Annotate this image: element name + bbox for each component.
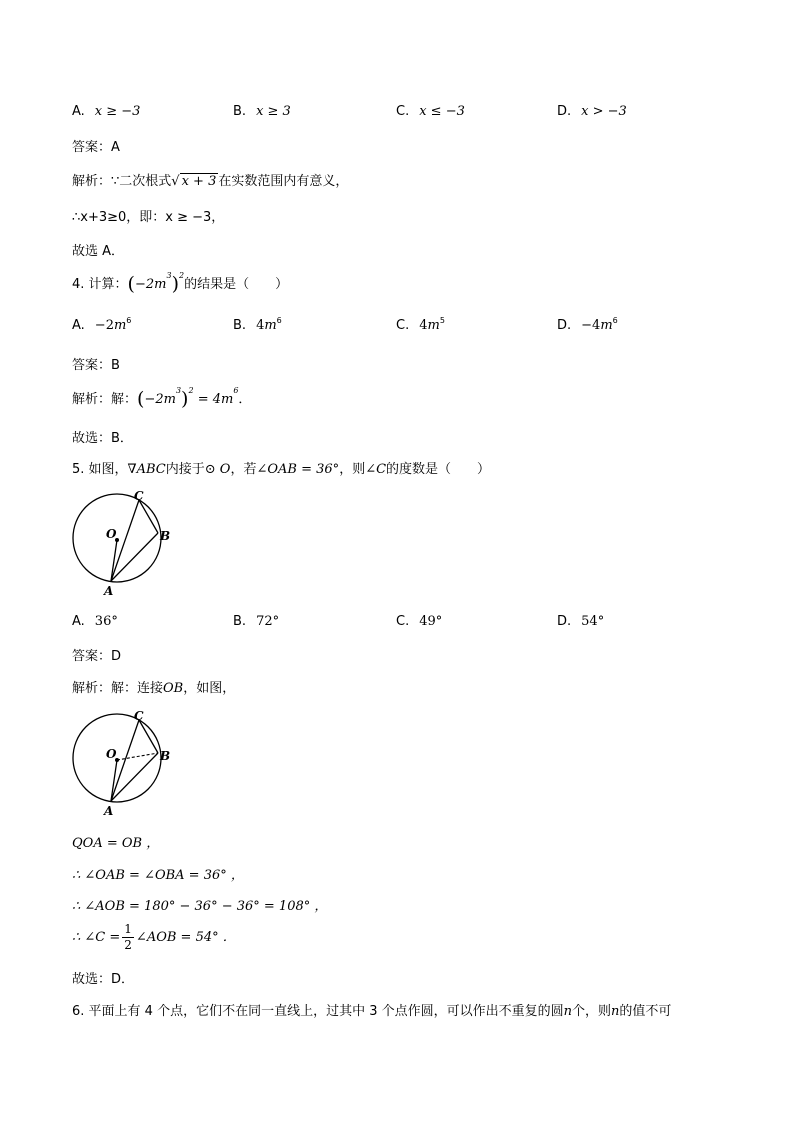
label-o: O [106, 747, 117, 761]
q5-step1: QOA = OB ， [72, 836, 160, 851]
q4-answer: 答案：B [72, 358, 120, 373]
q5-step3: ∴ ∠AOB = 180° − 36° − 36° = 108° ， [72, 899, 328, 914]
q5-option-b: B. 72° [233, 614, 280, 629]
q4-option-d: D. $-4m^6$ [557, 316, 618, 333]
q6-stem: 6. 平面上有 4 个点，它们不在同一直线上，过其中 3 个点作圆，可以作出不重复的圆n个，则n的值不可 [72, 1004, 672, 1019]
q3-option-c: C. x ≤ −3 [396, 104, 465, 119]
q5-step4: ∴ ∠C = $\frac{1}{2}$ ∠AOB = 54° ． [72, 922, 236, 952]
label-b: B [160, 749, 171, 763]
q3-option-b: B. x ≥ 3 [233, 104, 291, 119]
q4-option-c: C. $4m^5$ [396, 316, 445, 333]
q3-step1: ∴x+3≥0，即：x ≥ −3， [72, 210, 225, 225]
q5-stem: 5. 如图，∇ABC内接于⊙ O，若∠OAB = 36°，则∠C的度数是（ ） [72, 462, 491, 477]
label-c: C [134, 709, 144, 723]
q4-option-a: A. $-2m^6$ [72, 316, 132, 333]
q5-conclusion: 故选：D． [72, 972, 135, 987]
q4-conclusion: 故选：B． [72, 431, 133, 446]
label-a: A [104, 804, 114, 818]
q5-option-a: A. 36° [72, 614, 118, 629]
q5-step2: ∴ ∠OAB = ∠OBA = 36° ， [72, 868, 244, 883]
q3-conclusion: 故选 A． [72, 244, 125, 259]
q5-option-d: D. 54° [557, 614, 605, 629]
label-c: C [134, 489, 144, 503]
q5-solution-figure [64, 706, 184, 818]
q4-option-b: B. $4m^6$ [233, 316, 282, 333]
q5-option-c: C. 49° [396, 614, 443, 629]
q5-analysis: 解析：解：连接OB，如图， [72, 681, 236, 696]
fraction-half: $\frac{1}{2}$ [124, 922, 132, 952]
q3-option-d: D. x > −3 [557, 104, 627, 119]
label-o: O [106, 527, 117, 541]
q4-analysis: 解析：解：$(-2m^3)^2 = 4m^6$． [72, 386, 252, 410]
q3-analysis: 解析：∵二次根式√ x + 3 在实数范围内有意义， [72, 174, 349, 189]
label-a: A [104, 584, 114, 598]
sqrt-expression: √ x + 3 [171, 174, 217, 189]
segment-oa [111, 760, 117, 801]
label-b: B [160, 529, 171, 543]
q3-option-a: A. x ≥ −3 [72, 104, 141, 119]
q4-stem: 4. 计算：$(-2m^3)^2$的结果是（ ） [72, 271, 289, 295]
q3-answer: 答案：A [72, 140, 120, 155]
q5-figure [64, 486, 184, 598]
q5-answer: 答案：D [72, 649, 122, 664]
segment-oa [111, 540, 117, 581]
